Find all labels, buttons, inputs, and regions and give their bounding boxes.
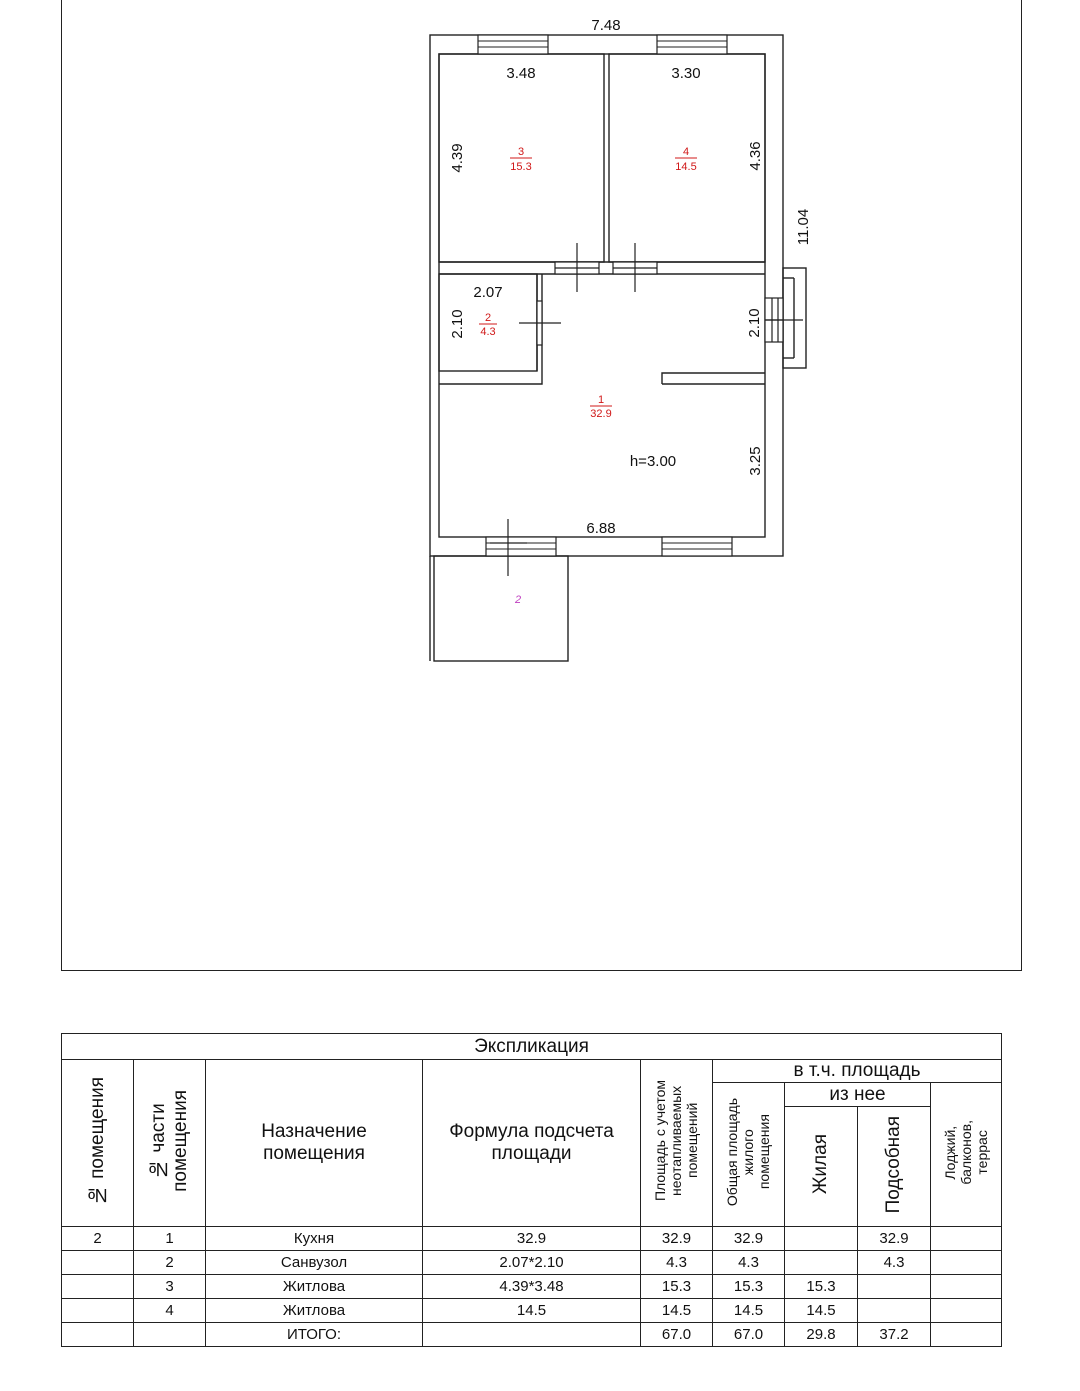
dim-room3-width: 3.48: [506, 65, 536, 82]
dim-hall-right-upper: 2.10: [746, 308, 763, 338]
room-label-2: [479, 312, 497, 338]
dim-room4-width: 3.30: [671, 65, 701, 82]
room-label-3: [510, 146, 532, 173]
window-top-left: [478, 35, 548, 54]
dim-right-overall: 11.04: [795, 208, 812, 246]
svg-text:32.9: 32.9: [590, 408, 612, 420]
window-bottom-left: [486, 537, 556, 556]
table-row: 4 Житлова 14.5 14.5 14.5 14.5: [62, 1299, 1002, 1323]
dim-room2-width: 2.07: [473, 284, 503, 301]
window-top-right: [657, 35, 727, 54]
hdr-purpose: Назначение помещения: [206, 1060, 423, 1227]
svg-text:4.3: 4.3: [480, 326, 496, 338]
hdr-loggias: Лоджий, балконов, террас: [931, 1083, 1002, 1227]
ceiling-height: h=3.00: [629, 453, 677, 470]
room-label-1: [590, 394, 612, 420]
hdr-formula: Формула подсчета площади: [423, 1060, 641, 1227]
window-bottom-right: [662, 537, 732, 556]
hdr-room-no: № помещения: [62, 1060, 134, 1227]
hdr-incl-area: в т.ч. площадь: [713, 1060, 1002, 1083]
hdr-living: Жилая: [785, 1107, 858, 1227]
table-row: 3 Житлова 4.39*3.48 15.3 15.3 15.3: [62, 1275, 1002, 1299]
porch-label: 2: [514, 594, 522, 606]
room-label-4: [675, 146, 697, 173]
svg-text:3: 3: [517, 146, 525, 158]
svg-text:2: 2: [484, 312, 492, 324]
hdr-general-area: Общая площадь жилого помещения: [713, 1083, 785, 1227]
dim-room3-height: 4.39: [449, 143, 466, 173]
explication-table: [61, 1033, 1002, 1347]
svg-text:4: 4: [682, 146, 690, 158]
dim-hall-right-lower: 3.25: [747, 446, 764, 476]
hdr-part-no: № части помещения: [134, 1060, 206, 1227]
hdr-auxiliary: Подсобная: [858, 1107, 931, 1227]
dim-room2-height: 2.10: [449, 309, 466, 339]
table-row: 2 1 Кухня 32.9 32.9 32.9 32.9: [62, 1227, 1002, 1251]
dim-top-overall: 7.48: [591, 17, 621, 34]
hdr-of-which: из нее: [785, 1083, 931, 1107]
explication-title: Экспликация: [62, 1034, 1002, 1060]
dim-room4-height: 4.36: [747, 141, 764, 171]
porch-outline: [434, 556, 568, 661]
total-row: ИТОГО: 67.0 67.0 29.8 37.2: [62, 1323, 1002, 1347]
dim-bottom-width: 6.88: [586, 520, 616, 537]
svg-text:14.5: 14.5: [675, 161, 697, 173]
svg-text:15.3: 15.3: [510, 161, 532, 173]
table-row: 2 Санвузол 2.07*2.10 4.3 4.3 4.3: [62, 1251, 1002, 1275]
svg-text:1: 1: [597, 394, 605, 406]
hdr-area-total: Площадь с учетом неотапливаемых помещений: [641, 1060, 713, 1227]
